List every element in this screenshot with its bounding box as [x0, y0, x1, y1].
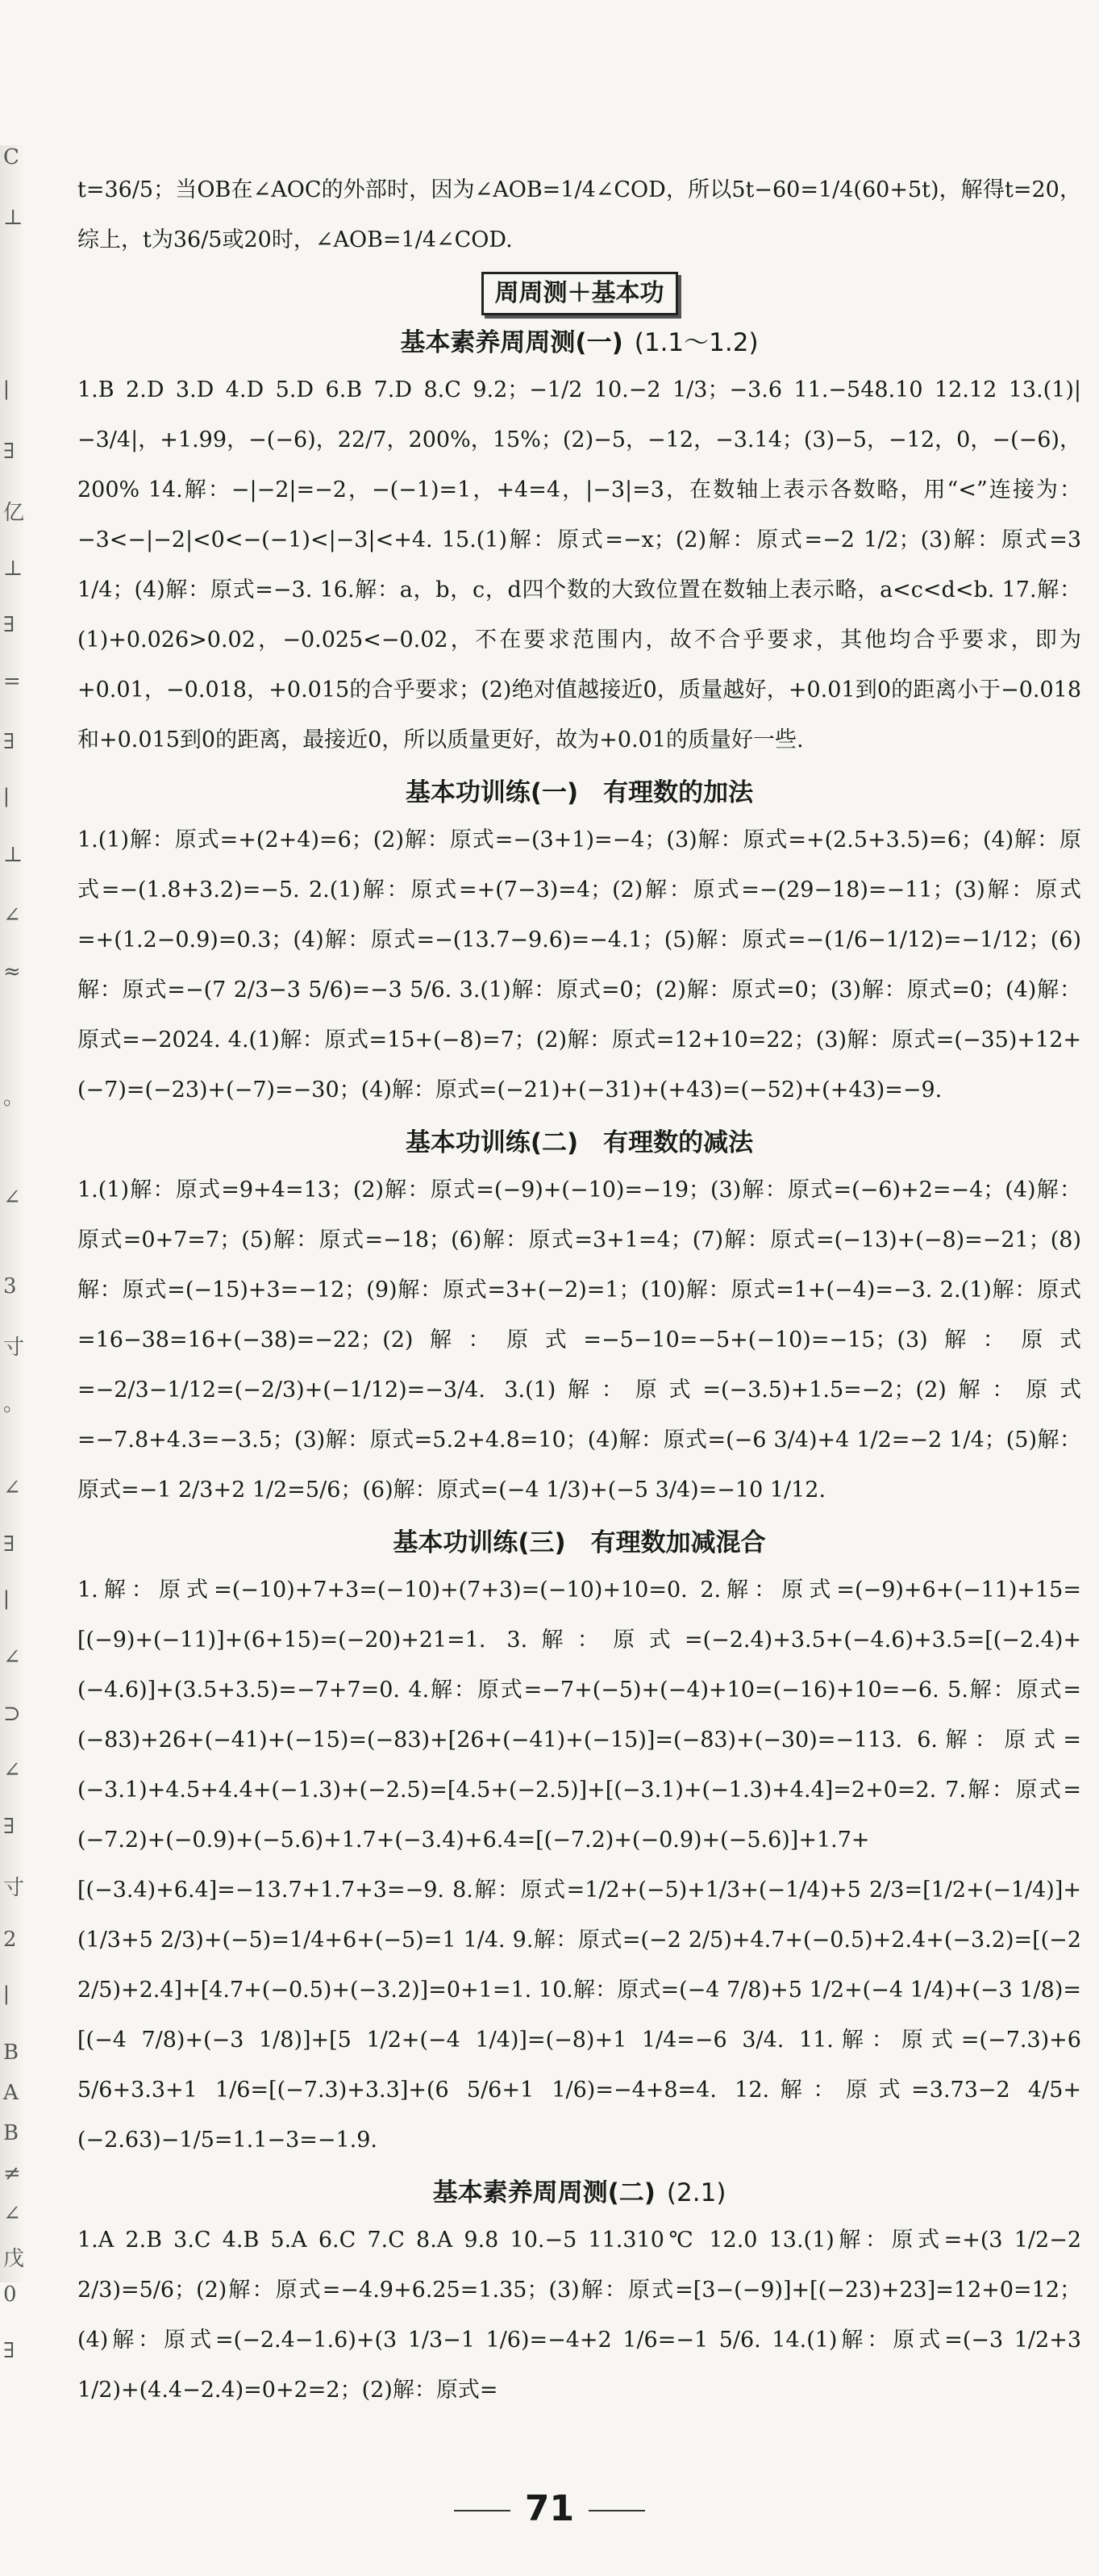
page-number-row — [0, 2488, 1099, 2529]
side-char: ⊥ — [3, 843, 23, 867]
right-rule — [589, 2510, 645, 2511]
section-body-2: 1.(1)解：原式=+(2+4)=6；(2)解：原式=−(3+1)=−4；(3)解：原式=+(2.5+3.5)=6；(4)解：原式=−(1.8+3.2)=−5. 2.(1)解：原式=+(7−3)=4；(2)解：原式=−(29−18)=−11；(3)解：原式=+(1.2−0.9)=0.3；(4)解：原式=−(13.7−9.6)=−4.1；(5)解：原式=−(1/6−1/12)=−1/12；(6)解：原式=−(7 2/3−3 5/6)=−3 5/6. 3.(1)解：原式=0；(2)解：原式=0；(3)解：原式=0；(4)解：原式=−2024. 4.(1)解：原式=15+(−8)=7；(2)解：原式=12+10=22；(3)解：原式=(−35)+12+(−7)=(−23)+(−7)=−30；(4)解：原式=(−21)+(−31)+(+43)=(−52)+(+43)=−9. — [77, 827, 1081, 1103]
section-body-3: 1.(1)解：原式=9+4=13；(2)解：原式=(−9)+(−10)=−19；(3)解：原式=(−6)+2=−4；(4)解：原式=0+7=7；(5)解：原式=−18；(6)解：原式=3+1=4；(7)解：原式=(−13)+(−8)=−21；(8)解：原式=(−15)+3=−12；(9)解：原式=3+(−2)=1；(10)解：原式=1+(−4)=−3. 2.(1)解：原式=16−38=16+(−38)=−22；(2)解：原式=−5−10=−5+(−10)=−15；(3)解：原式=−2/3−1/12=(−2/3)+(−1/12)=−3/4. 3.(1)解：原式=(−3.5)+1.5=−2；(2)解：原式=−7.8+4.3=−3.5；(3)解：原式=5.2+4.8=10；(4)解：原式=(−6 3/4)+4 1/2=−2 1/4；(5)解：原式=−1 2/3+2 1/2=5/6；(6)解：原式=(−4 1/3)+(−5 3/4)=−10 1/12. — [77, 1178, 1081, 1503]
section-title: 基本功训练(一) 有理数的加法 — [405, 778, 754, 807]
side-char: 3 — [3, 1274, 17, 1298]
section-body-1: 1.B 2.D 3.D 4.D 5.D 6.B 7.D 8.C 9.2；−1/2 10.−2 1/3；−3.6 11.−548.10 12.12 13.(1)|−3/4|，+1.99，−(−6)，22/7，200%，15%；(2)−5，−12，−3.14；(3)−5，−12，0，−(−6)，200% 14.解：−|−2|=−2，−(−1)=1，+4=4，|−3|=3，在数轴上表示各数略，用“<”连接为：−3<−|−2|<0<−(−1)<|−3|<+4. 15.(1)解：原式=−x；(2)解：原式=−2 1/2；(3)解：原式=3 1/4；(4)解：原式=−3. 16.解：a，b，c，d四个数的大致位置在数轴上表示略，a<c<d<b. 17.解：(1)+0.026>0.02，−0.025<−0.02，不在要求范围内，故不合乎要求，其他均合乎要求，即为+0.01，−0.018，+0.015的合乎要求；(2)绝对值越接近0，质量越好，+0.01到0的距离小于−0.018和+0.015到0的距离，最接近0，所以质量更好，故为+0.01的质量好一些. — [77, 377, 1081, 752]
side-char: A — [3, 2081, 19, 2105]
side-char: ∃ — [3, 730, 15, 754]
side-char: ≠ — [3, 2161, 21, 2186]
side-char: B — [3, 2121, 19, 2145]
section-title: 基本素养周周测(一) — [400, 328, 623, 357]
section-subtitle: (1.1～1.2) — [634, 328, 759, 357]
side-char: ∃ — [3, 2339, 15, 2363]
section-title: 基本功训练(二) 有理数的减法 — [405, 1128, 754, 1157]
side-char: ⊥ — [3, 556, 23, 581]
side-char: B — [3, 2040, 19, 2065]
badge-row — [77, 272, 1081, 315]
section-title: 基本素养周周测(二) — [432, 2178, 656, 2207]
side-char: 寸 — [3, 1876, 25, 1900]
section-heading-1 — [77, 320, 1081, 365]
side-char: ∣ — [3, 786, 10, 811]
side-char: ⊃ — [3, 1702, 21, 1726]
side-char: ∠ — [3, 2202, 21, 2226]
section-body-5: 1.A 2.B 3.C 4.B 5.A 6.C 7.C 8.A 9.8 10.−5 11.310℃ 12.0 13.(1)解：原式=+(3 1/2−2 2/3)=5/6；(2)解：原式=−4.9+6.25=1.35；(3)解：原式=[3−(−9)]+[(−23)+23]=12+0=12；(4)解：原式=(−2.4−1.6)+(3 1/3−1 1/6)=−4+2 1/6=−1 5/6. 14.(1)解：原式=(−3 1/2+3 1/2)+(4.4−2.4)=0+2=2；(2)解：原式= — [77, 2228, 1081, 2403]
section-heading-2 — [77, 770, 1081, 815]
side-char: 2 — [3, 1928, 17, 1952]
section-heading-3 — [77, 1120, 1081, 1165]
side-char: ∠ — [3, 903, 21, 927]
section-heading-4 — [77, 1520, 1081, 1565]
side-char: ∣ — [3, 1984, 10, 2008]
side-char: ∣ — [3, 1589, 10, 1613]
side-char: ∃ — [3, 1532, 15, 1557]
section-subtitle: (2.1) — [666, 2178, 726, 2207]
answer-page — [77, 165, 1081, 2416]
side-char: C — [3, 145, 19, 169]
side-char: ∃ — [3, 440, 15, 464]
side-char: ∠ — [3, 1645, 21, 1669]
side-char: 。 — [3, 1392, 25, 1416]
intro-paragraph: t=36/5；当OB在∠AOC的外部时，因为∠AOB=1/4∠COD，所以5t−60=1/4(60+5t)，解得t=20，综上，t为36/5或20时，∠AOB=1/4∠COD. — [77, 177, 1081, 252]
side-char: = — [3, 669, 21, 694]
section-heading-5 — [77, 2170, 1081, 2215]
side-char: ∠ — [3, 1758, 21, 1782]
side-char: ≈ — [3, 960, 21, 984]
section-badge: 周周测＋基本功 — [481, 272, 678, 315]
left-rule — [454, 2510, 510, 2511]
side-char: ∃ — [3, 1815, 15, 1839]
side-char: ∣ — [3, 379, 10, 403]
side-char: 寸 — [3, 1336, 25, 1360]
side-char: 0 — [3, 2282, 17, 2307]
side-char: 。 — [3, 1086, 25, 1110]
side-char: 亿 — [3, 501, 25, 525]
section-body-4: 1.解：原式=(−10)+7+3=(−10)+(7+3)=(−10)+10=0. 2.解：原式=(−9)+6+(−11)+15=[(−9)+(−11)]+(6+15)=(−20)+21=1. 3.解：原式=(−2.4)+3.5+(−4.6)+3.5=[(−2.4)+(−4.6)]+(3.5+3.5)=−7+7=0. 4.解：原式=−7+(−5)+(−4)+10=(−16)+10=−6. 5.解：原式=(−83)+26+(−41)+(−15)=(−83)+[26+(−41)+(−15)]=(−83)+(−30)=−113. 6.解：原式=(−3.1)+4.5+4.4+(−1.3)+(−2.5)=[4.5+(−2.5)]+[(−3.1)+(−1.3)+4.4]=2+0=2. 7.解：原式=(−7.2)+(−0.9)+(−5.6)+1.7+(−3.4)+6.4=[(−7.2)+(−0.9)+(−5.6)]+1.7+[(−3.4)+6.4]=−13.7+1.7+3=−9. 8.解：原式=1/2+(−5)+1/3+(−1/4)+5 2/3=[1/2+(−1/4)]+(1/3+5 2/3)+(−5)=1/4+6+(−5)=1 1/4. 9.解：原式=(−2 2/5)+4.7+(−0.5)+2.4+(−3.2)=[(−2 2/5)+2.4]+[4.7+(−0.5)+(−3.2)]=0+1=1. 10.解：原式=(−4 7/8)+5 1/2+(−4 1/4)+(−3 1/8)=[(−4 7/8)+(−3 1/8)]+[5 1/2+(−4 1/4)]=(−8)+1 1/4=−6 3/4. 11.解：原式=(−7.3)+6 5/6+3.3+1 1/6=[(−7.3)+3.3]+(6 5/6+1 1/6)=−4+8=4. 12.解：原式=3.73−2 4/5+(−2.63)−1/5=1.1−3=−1.9. — [77, 1578, 1081, 2153]
page-number: 71 — [524, 2488, 575, 2529]
side-char: ∃ — [3, 613, 15, 637]
side-char: 戊 — [3, 2247, 25, 2271]
section-title: 基本功训练(三) 有理数加减混合 — [393, 1528, 766, 1557]
side-char: ⊥ — [3, 206, 23, 230]
side-char: ∠ — [3, 1476, 21, 1500]
side-char: ∠ — [3, 1186, 21, 1210]
binding-edge — [0, 145, 26, 2363]
